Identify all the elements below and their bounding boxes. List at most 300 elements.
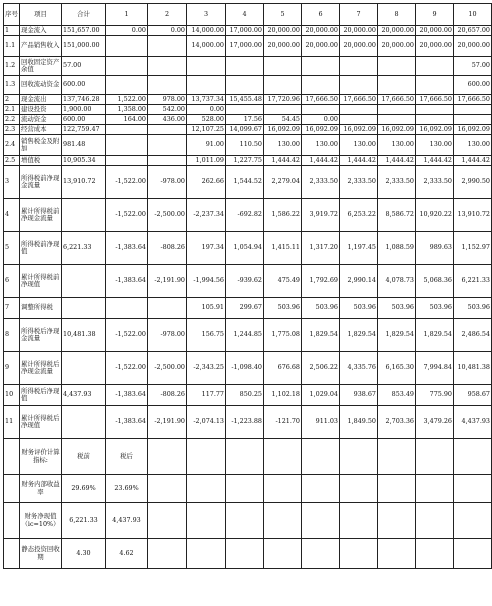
row-index: 5 bbox=[4, 232, 20, 265]
value-cell bbox=[416, 115, 454, 125]
value-cell: 2,990.50 bbox=[454, 166, 492, 199]
value-cell: 2,990.14 bbox=[340, 265, 378, 298]
value-cell: 17,666.50 bbox=[416, 95, 454, 105]
value-cell: 6,165.30 bbox=[378, 352, 416, 385]
empty-cell bbox=[302, 539, 340, 569]
value-cell bbox=[106, 125, 148, 135]
value-cell: 299.67 bbox=[226, 298, 264, 319]
row-index: 4 bbox=[4, 199, 20, 232]
empty-cell bbox=[264, 503, 302, 539]
row-index: 2.1 bbox=[4, 105, 20, 115]
row-index: 2.5 bbox=[4, 156, 20, 166]
row-label: 增值税 bbox=[20, 156, 62, 166]
total-cell: 57.00 bbox=[62, 57, 106, 76]
row-index: 11 bbox=[4, 406, 20, 439]
value-cell: 15,455.48 bbox=[226, 95, 264, 105]
value-cell: 1,829.54 bbox=[416, 319, 454, 352]
value-cell: 12,107.25 bbox=[187, 125, 226, 135]
value-cell bbox=[226, 57, 264, 76]
empty-cell bbox=[416, 503, 454, 539]
value-cell: 775.90 bbox=[416, 385, 454, 406]
indicator-row bbox=[4, 439, 492, 475]
value-cell: -808.26 bbox=[148, 385, 187, 406]
empty-cell bbox=[340, 539, 378, 569]
value-cell: -2,237.34 bbox=[187, 199, 226, 232]
value-cell: 1,775.08 bbox=[264, 319, 302, 352]
value-cell: 20,000.00 bbox=[416, 36, 454, 57]
value-cell bbox=[416, 105, 454, 115]
value-cell: 542.00 bbox=[148, 105, 187, 115]
value-cell bbox=[416, 76, 454, 95]
indicator-value: 4.62 bbox=[106, 539, 148, 569]
total-cell: 10,905.34 bbox=[62, 156, 106, 166]
table-row bbox=[4, 232, 492, 265]
empty-cell bbox=[416, 439, 454, 475]
table-row bbox=[4, 298, 492, 319]
value-cell: 1,829.54 bbox=[302, 319, 340, 352]
empty-cell bbox=[416, 475, 454, 503]
value-cell: 20,000.00 bbox=[416, 26, 454, 36]
header-item: 项目 bbox=[20, 4, 62, 26]
value-cell: 54.45 bbox=[264, 115, 302, 125]
value-cell: 2,333.50 bbox=[302, 166, 340, 199]
header-year: 8 bbox=[378, 4, 416, 26]
value-cell: 10,920.22 bbox=[416, 199, 454, 232]
value-cell: 4,078.73 bbox=[378, 265, 416, 298]
empty-cell bbox=[187, 503, 226, 539]
indicator-value: 税后 bbox=[106, 439, 148, 475]
value-cell: 528.00 bbox=[187, 115, 226, 125]
value-cell bbox=[378, 105, 416, 115]
value-cell: -1,098.40 bbox=[226, 352, 264, 385]
value-cell: 1,011.09 bbox=[187, 156, 226, 166]
total-cell: 4,437.93 bbox=[62, 385, 106, 406]
value-cell: 0.00 bbox=[187, 105, 226, 115]
total-cell: 600.00 bbox=[62, 76, 106, 95]
row-index: 2 bbox=[4, 95, 20, 105]
value-cell: -978.00 bbox=[148, 166, 187, 199]
value-cell: -808.26 bbox=[148, 232, 187, 265]
value-cell: -939.62 bbox=[226, 265, 264, 298]
value-cell: 17,666.50 bbox=[378, 95, 416, 105]
value-cell: 1,444.42 bbox=[454, 156, 492, 166]
value-cell: 958.67 bbox=[454, 385, 492, 406]
value-cell: 989.63 bbox=[416, 232, 454, 265]
value-cell: 1,849.50 bbox=[340, 406, 378, 439]
table-row bbox=[4, 199, 492, 232]
value-cell: 1,054.94 bbox=[226, 232, 264, 265]
value-cell: 197.34 bbox=[187, 232, 226, 265]
table-row bbox=[4, 125, 492, 135]
row-index: 2.2 bbox=[4, 115, 20, 125]
value-cell: 1,829.54 bbox=[378, 319, 416, 352]
value-cell: 1,444.42 bbox=[340, 156, 378, 166]
total-cell bbox=[62, 298, 106, 319]
value-cell bbox=[187, 76, 226, 95]
value-cell bbox=[226, 105, 264, 115]
value-cell: 2,506.22 bbox=[302, 352, 340, 385]
row-label: 所得税后净现金流量 bbox=[20, 319, 62, 352]
row-label: 调整所得税 bbox=[20, 298, 62, 319]
value-cell: 503.96 bbox=[378, 298, 416, 319]
indicator-value: 4.30 bbox=[62, 539, 106, 569]
table-row bbox=[4, 26, 492, 36]
indicator-label: 财务评价计算指标: bbox=[20, 439, 62, 475]
empty-cell bbox=[264, 539, 302, 569]
row-index: 2.3 bbox=[4, 125, 20, 135]
value-cell: 503.96 bbox=[416, 298, 454, 319]
row-label: 累计所得税前净现金流量 bbox=[20, 199, 62, 232]
table-body bbox=[4, 4, 492, 569]
value-cell bbox=[148, 125, 187, 135]
value-cell: 7,994.84 bbox=[416, 352, 454, 385]
row-index: 7 bbox=[4, 298, 20, 319]
value-cell: 1,197.45 bbox=[340, 232, 378, 265]
value-cell: 2,333.50 bbox=[340, 166, 378, 199]
value-cell: 6,221.33 bbox=[454, 265, 492, 298]
value-cell: 156.75 bbox=[187, 319, 226, 352]
empty-cell bbox=[378, 475, 416, 503]
value-cell: 1,792.69 bbox=[302, 265, 340, 298]
value-cell: 4,437.93 bbox=[454, 406, 492, 439]
value-cell: 676.68 bbox=[264, 352, 302, 385]
value-cell bbox=[340, 57, 378, 76]
indicator-index bbox=[4, 503, 20, 539]
value-cell: -1,522.00 bbox=[106, 166, 148, 199]
value-cell: 600.00 bbox=[454, 76, 492, 95]
value-cell: 110.50 bbox=[226, 135, 264, 156]
value-cell: 262.66 bbox=[187, 166, 226, 199]
value-cell: 0.00 bbox=[106, 26, 148, 36]
value-cell: 20,000.00 bbox=[378, 36, 416, 57]
row-index: 6 bbox=[4, 265, 20, 298]
value-cell: 1,522.00 bbox=[106, 95, 148, 105]
value-cell: -1,223.88 bbox=[226, 406, 264, 439]
value-cell: -1,383.64 bbox=[106, 385, 148, 406]
value-cell: 1,317.20 bbox=[302, 232, 340, 265]
empty-cell bbox=[454, 539, 492, 569]
value-cell: -1,522.00 bbox=[106, 352, 148, 385]
empty-cell bbox=[264, 439, 302, 475]
header-year: 6 bbox=[302, 4, 340, 26]
value-cell bbox=[340, 105, 378, 115]
table-row bbox=[4, 105, 492, 115]
value-cell bbox=[340, 115, 378, 125]
value-cell: -1,994.56 bbox=[187, 265, 226, 298]
row-index: 9 bbox=[4, 352, 20, 385]
value-cell: 17.56 bbox=[226, 115, 264, 125]
empty-cell bbox=[226, 539, 264, 569]
row-index: 1.2 bbox=[4, 57, 20, 76]
total-cell: 600.00 bbox=[62, 115, 106, 125]
value-cell bbox=[148, 156, 187, 166]
value-cell: -2,191.90 bbox=[148, 406, 187, 439]
indicator-value: 29.69% bbox=[62, 475, 106, 503]
empty-cell bbox=[187, 439, 226, 475]
empty-cell bbox=[226, 475, 264, 503]
total-cell: 151,000.00 bbox=[62, 36, 106, 57]
row-label: 所得税前净现金流量 bbox=[20, 166, 62, 199]
value-cell: 20,000.00 bbox=[340, 36, 378, 57]
table-row bbox=[4, 166, 492, 199]
empty-cell bbox=[340, 439, 378, 475]
indicator-label: 财务净现值（ic=10%） bbox=[20, 503, 62, 539]
value-cell: 1,415.11 bbox=[264, 232, 302, 265]
value-cell: 1,227.75 bbox=[226, 156, 264, 166]
value-cell: 2,486.54 bbox=[454, 319, 492, 352]
empty-cell bbox=[302, 503, 340, 539]
value-cell: 978.00 bbox=[148, 95, 187, 105]
value-cell: -1,522.00 bbox=[106, 199, 148, 232]
value-cell bbox=[302, 105, 340, 115]
cash-flow-table bbox=[3, 3, 492, 569]
table-row bbox=[4, 95, 492, 105]
total-cell: 151,657.00 bbox=[62, 26, 106, 36]
empty-cell bbox=[226, 439, 264, 475]
row-label: 所得税后净现值 bbox=[20, 385, 62, 406]
table-row bbox=[4, 57, 492, 76]
value-cell: 3,479.26 bbox=[416, 406, 454, 439]
value-cell: 20,000.00 bbox=[264, 36, 302, 57]
document-page bbox=[3, 3, 490, 603]
value-cell: 16,092.09 bbox=[416, 125, 454, 135]
empty-cell bbox=[148, 475, 187, 503]
empty-cell bbox=[454, 439, 492, 475]
empty-cell bbox=[264, 475, 302, 503]
value-cell: 17,666.50 bbox=[340, 95, 378, 105]
value-cell: 6,253.22 bbox=[340, 199, 378, 232]
empty-cell bbox=[340, 475, 378, 503]
header-index: 序号 bbox=[4, 4, 20, 26]
total-cell bbox=[62, 352, 106, 385]
row-index: 1.3 bbox=[4, 76, 20, 95]
row-label: 经营成本 bbox=[20, 125, 62, 135]
value-cell: 20,000.00 bbox=[302, 26, 340, 36]
value-cell: 938.67 bbox=[340, 385, 378, 406]
value-cell bbox=[106, 76, 148, 95]
row-index: 10 bbox=[4, 385, 20, 406]
indicator-row bbox=[4, 539, 492, 569]
value-cell: 14,099.67 bbox=[226, 125, 264, 135]
indicator-label: 静态投资回收期 bbox=[20, 539, 62, 569]
value-cell bbox=[148, 76, 187, 95]
indicator-index bbox=[4, 539, 20, 569]
indicator-index bbox=[4, 439, 20, 475]
value-cell: 850.25 bbox=[226, 385, 264, 406]
empty-cell bbox=[378, 539, 416, 569]
header-year: 4 bbox=[226, 4, 264, 26]
value-cell bbox=[148, 36, 187, 57]
table-row bbox=[4, 352, 492, 385]
indicator-label: 财务内部收益率 bbox=[20, 475, 62, 503]
empty-cell bbox=[148, 503, 187, 539]
value-cell: 130.00 bbox=[454, 135, 492, 156]
row-index: 1 bbox=[4, 26, 20, 36]
value-cell bbox=[106, 156, 148, 166]
table-row bbox=[4, 319, 492, 352]
value-cell: -2,343.25 bbox=[187, 352, 226, 385]
indicator-value: 6,221.33 bbox=[62, 503, 106, 539]
value-cell: -1,383.64 bbox=[106, 232, 148, 265]
table-row bbox=[4, 265, 492, 298]
value-cell: 2,279.04 bbox=[264, 166, 302, 199]
value-cell: 16,092.09 bbox=[454, 125, 492, 135]
value-cell: 503.96 bbox=[264, 298, 302, 319]
value-cell: 16,092.09 bbox=[340, 125, 378, 135]
value-cell: 2,333.50 bbox=[416, 166, 454, 199]
header-year: 2 bbox=[148, 4, 187, 26]
value-cell bbox=[264, 105, 302, 115]
row-label: 累计所得税前净现值 bbox=[20, 265, 62, 298]
row-label: 回收固定资产余值 bbox=[20, 57, 62, 76]
value-cell: 17,000.00 bbox=[226, 36, 264, 57]
table-row bbox=[4, 406, 492, 439]
value-cell bbox=[302, 76, 340, 95]
value-cell: 8,586.72 bbox=[378, 199, 416, 232]
value-cell: 57.00 bbox=[454, 57, 492, 76]
value-cell: -121.70 bbox=[264, 406, 302, 439]
row-label: 产品销售收入 bbox=[20, 36, 62, 57]
header-total: 合计 bbox=[62, 4, 106, 26]
value-cell: 164.00 bbox=[106, 115, 148, 125]
value-cell: 20,000.00 bbox=[264, 26, 302, 36]
row-index: 1.1 bbox=[4, 36, 20, 57]
value-cell: 0.00 bbox=[302, 115, 340, 125]
value-cell: 503.96 bbox=[340, 298, 378, 319]
value-cell: 16,092.09 bbox=[302, 125, 340, 135]
value-cell: 10,481.38 bbox=[454, 352, 492, 385]
value-cell: 13,737.34 bbox=[187, 95, 226, 105]
value-cell: 5,068.36 bbox=[416, 265, 454, 298]
total-cell: 981.48 bbox=[62, 135, 106, 156]
row-index: 3 bbox=[4, 166, 20, 199]
total-cell bbox=[62, 199, 106, 232]
value-cell: 1,444.42 bbox=[302, 156, 340, 166]
table-row bbox=[4, 135, 492, 156]
value-cell bbox=[226, 76, 264, 95]
header-year: 5 bbox=[264, 4, 302, 26]
value-cell: 853.49 bbox=[378, 385, 416, 406]
value-cell bbox=[454, 115, 492, 125]
empty-cell bbox=[187, 539, 226, 569]
empty-cell bbox=[454, 503, 492, 539]
value-cell: 130.00 bbox=[302, 135, 340, 156]
value-cell: 2,703.36 bbox=[378, 406, 416, 439]
value-cell: 1,444.42 bbox=[416, 156, 454, 166]
value-cell: 17,666.50 bbox=[454, 95, 492, 105]
value-cell: 1,152.97 bbox=[454, 232, 492, 265]
header-row bbox=[4, 4, 492, 26]
value-cell: 1,586.22 bbox=[264, 199, 302, 232]
indicator-row bbox=[4, 503, 492, 539]
value-cell: 17,000.00 bbox=[226, 26, 264, 36]
value-cell: 3,919.72 bbox=[302, 199, 340, 232]
empty-cell bbox=[187, 475, 226, 503]
table-row bbox=[4, 76, 492, 95]
row-label: 现金流出 bbox=[20, 95, 62, 105]
row-index: 8 bbox=[4, 319, 20, 352]
value-cell: 4,335.76 bbox=[340, 352, 378, 385]
empty-cell bbox=[454, 475, 492, 503]
value-cell: 436.00 bbox=[148, 115, 187, 125]
value-cell: -2,500.00 bbox=[148, 199, 187, 232]
row-label: 销售税金及附加 bbox=[20, 135, 62, 156]
value-cell: 117.77 bbox=[187, 385, 226, 406]
value-cell: 1,102.18 bbox=[264, 385, 302, 406]
indicator-value: 23.69% bbox=[106, 475, 148, 503]
row-label: 现金流入 bbox=[20, 26, 62, 36]
value-cell: 2,333.50 bbox=[378, 166, 416, 199]
table-row bbox=[4, 156, 492, 166]
total-cell bbox=[62, 406, 106, 439]
row-label: 回收流动资金 bbox=[20, 76, 62, 95]
value-cell: -692.82 bbox=[226, 199, 264, 232]
value-cell bbox=[148, 135, 187, 156]
empty-cell bbox=[378, 503, 416, 539]
value-cell: -2,074.13 bbox=[187, 406, 226, 439]
value-cell: 20,000.00 bbox=[302, 36, 340, 57]
value-cell: 1,358.00 bbox=[106, 105, 148, 115]
value-cell: 911.03 bbox=[302, 406, 340, 439]
row-label: 累计所得税后净现值 bbox=[20, 406, 62, 439]
row-label: 所得税前净现值 bbox=[20, 232, 62, 265]
value-cell bbox=[264, 76, 302, 95]
value-cell: 1,544.52 bbox=[226, 166, 264, 199]
row-label: 流动资金 bbox=[20, 115, 62, 125]
empty-cell bbox=[340, 503, 378, 539]
total-cell: 6,221.33 bbox=[62, 232, 106, 265]
value-cell: 1,829.54 bbox=[340, 319, 378, 352]
value-cell: 20,000.00 bbox=[340, 26, 378, 36]
value-cell bbox=[302, 57, 340, 76]
value-cell: 17,666.50 bbox=[302, 95, 340, 105]
header-year: 7 bbox=[340, 4, 378, 26]
header-year: 1 bbox=[106, 4, 148, 26]
value-cell bbox=[454, 105, 492, 115]
row-label: 建设投资 bbox=[20, 105, 62, 115]
value-cell bbox=[148, 57, 187, 76]
value-cell bbox=[378, 57, 416, 76]
empty-cell bbox=[148, 439, 187, 475]
table-row bbox=[4, 36, 492, 57]
total-cell: 10,481.38 bbox=[62, 319, 106, 352]
empty-cell bbox=[302, 475, 340, 503]
value-cell: 1,444.42 bbox=[378, 156, 416, 166]
value-cell: 1,444.42 bbox=[264, 156, 302, 166]
value-cell: 16,092.09 bbox=[264, 125, 302, 135]
row-index: 2.4 bbox=[4, 135, 20, 156]
value-cell: 1,029.04 bbox=[302, 385, 340, 406]
empty-cell bbox=[226, 503, 264, 539]
value-cell bbox=[378, 115, 416, 125]
value-cell: 0.00 bbox=[148, 26, 187, 36]
value-cell: -1,522.00 bbox=[106, 319, 148, 352]
value-cell bbox=[106, 57, 148, 76]
value-cell bbox=[148, 298, 187, 319]
value-cell: 20,657.00 bbox=[454, 26, 492, 36]
value-cell: 105.91 bbox=[187, 298, 226, 319]
empty-cell bbox=[148, 539, 187, 569]
value-cell: 503.96 bbox=[454, 298, 492, 319]
value-cell: 130.00 bbox=[264, 135, 302, 156]
value-cell: 16,092.09 bbox=[378, 125, 416, 135]
empty-cell bbox=[302, 439, 340, 475]
value-cell: 14,000.00 bbox=[187, 26, 226, 36]
header-year: 9 bbox=[416, 4, 454, 26]
value-cell: 17,720.96 bbox=[264, 95, 302, 105]
value-cell: -1,383.64 bbox=[106, 406, 148, 439]
value-cell bbox=[106, 135, 148, 156]
